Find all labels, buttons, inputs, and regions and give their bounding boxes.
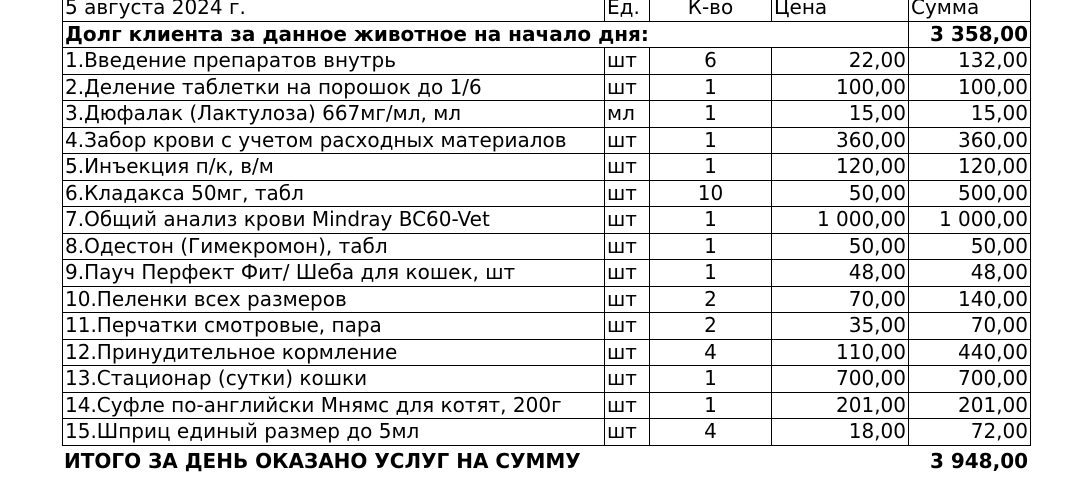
item-unit: шт: [605, 180, 650, 207]
item-price: 50,00: [772, 233, 909, 260]
debt-amount: 3 358,00: [909, 21, 1031, 48]
table-row: [63, 366, 1031, 393]
item-qty: 1: [650, 127, 772, 154]
total-table: [62, 446, 1030, 476]
item-qty: 1: [650, 101, 772, 128]
table-row: [63, 154, 1031, 181]
item-sum: 15,00: [909, 101, 1031, 128]
item-unit: шт: [605, 207, 650, 234]
header-sum: Сумма: [909, 0, 1031, 21]
table-header-row: [63, 0, 1031, 21]
item-sum: 700,00: [909, 366, 1031, 393]
header-qty: К-во: [650, 0, 772, 21]
item-unit: шт: [605, 154, 650, 181]
item-name: 11.Перчатки смотровые, пара: [63, 313, 605, 340]
table-row: [63, 260, 1031, 287]
total-row: [62, 446, 1030, 476]
item-unit: шт: [605, 392, 650, 419]
item-name: 6.Кладакса 50мг, табл: [63, 180, 605, 207]
table-row: [63, 233, 1031, 260]
debt-row: [63, 21, 1031, 48]
item-qty: 4: [650, 339, 772, 366]
item-price: 201,00: [772, 392, 909, 419]
item-qty: 4: [650, 419, 772, 446]
item-name: 12.Принудительное кормление: [63, 339, 605, 366]
item-sum: 360,00: [909, 127, 1031, 154]
item-qty: 2: [650, 313, 772, 340]
header-date: 5 августа 2024 г.: [63, 0, 605, 21]
item-qty: 6: [650, 48, 772, 75]
item-name: 5.Инъекция п/к, в/м: [63, 154, 605, 181]
item-unit: шт: [605, 74, 650, 101]
item-price: 120,00: [772, 154, 909, 181]
table-row: [63, 286, 1031, 313]
table-row: [63, 392, 1031, 419]
table-row: [63, 48, 1031, 75]
item-price: 1 000,00: [772, 207, 909, 234]
item-price: 700,00: [772, 366, 909, 393]
item-unit: шт: [605, 48, 650, 75]
item-unit: шт: [605, 339, 650, 366]
item-name: 8.Одестон (Гимекромон), табл: [63, 233, 605, 260]
item-name: 14.Суфле по-английски Мнямс для котят, 200г: [63, 392, 605, 419]
item-qty: 1: [650, 233, 772, 260]
item-unit: мл: [605, 101, 650, 128]
services-table: [62, 0, 1031, 446]
table-row: [63, 339, 1031, 366]
table-row: [63, 207, 1031, 234]
table-row: [63, 127, 1031, 154]
table-row: [63, 74, 1031, 101]
item-price: 100,00: [772, 74, 909, 101]
table-row: [63, 101, 1031, 128]
item-name: 3.Дюфалак (Лактулоза) 667мг/мл, мл: [63, 101, 605, 128]
item-qty: 10: [650, 180, 772, 207]
item-name: 10.Пеленки всех размеров: [63, 286, 605, 313]
item-name: 2.Деление таблетки на порошок до 1/6: [63, 74, 605, 101]
item-sum: 1 000,00: [909, 207, 1031, 234]
total-label: ИТОГО ЗА ДЕНЬ ОКАЗАНО УСЛУГ НА СУММУ: [64, 448, 581, 473]
item-qty: 1: [650, 392, 772, 419]
item-sum: 50,00: [909, 233, 1031, 260]
item-unit: шт: [605, 127, 650, 154]
item-qty: 1: [650, 260, 772, 287]
item-price: 50,00: [772, 180, 909, 207]
item-sum: 440,00: [909, 339, 1031, 366]
item-qty: 1: [650, 366, 772, 393]
item-unit: шт: [605, 313, 650, 340]
item-price: 70,00: [772, 286, 909, 313]
table-row: [63, 313, 1031, 340]
invoice-sheet: [62, 0, 1030, 476]
item-unit: шт: [605, 366, 650, 393]
item-unit: шт: [605, 233, 650, 260]
item-price: 35,00: [772, 313, 909, 340]
debt-label: Долг клиента за данное животное на начало дня:: [63, 21, 909, 48]
item-sum: 72,00: [909, 419, 1031, 446]
item-sum: 132,00: [909, 48, 1031, 75]
item-unit: шт: [605, 419, 650, 446]
item-sum: 100,00: [909, 74, 1031, 101]
item-price: 15,00: [772, 101, 909, 128]
item-qty: 2: [650, 286, 772, 313]
item-name: 1.Введение препаратов внутрь: [63, 48, 605, 75]
item-price: 110,00: [772, 339, 909, 366]
table-row: [63, 419, 1031, 446]
item-qty: 1: [650, 207, 772, 234]
item-name: 4.Забор крови с учетом расходных материалов: [63, 127, 605, 154]
item-name: 15.Шприц единый размер до 5мл: [63, 419, 605, 446]
item-name: 13.Стационар (сутки) кошки: [63, 366, 605, 393]
item-price: 48,00: [772, 260, 909, 287]
item-name: 7.Общий анализ крови Mindray BC60-Vet: [63, 207, 605, 234]
total-amount: 3 948,00: [929, 448, 1029, 473]
item-price: 22,00: [772, 48, 909, 75]
item-sum: 120,00: [909, 154, 1031, 181]
item-sum: 140,00: [909, 286, 1031, 313]
item-name: 9.Пауч Перфект Фит/ Шеба для кошек, шт: [63, 260, 605, 287]
table-row: [63, 180, 1031, 207]
item-price: 18,00: [772, 419, 909, 446]
header-unit: Ед.: [605, 0, 650, 21]
item-qty: 1: [650, 154, 772, 181]
item-sum: 48,00: [909, 260, 1031, 287]
item-price: 360,00: [772, 127, 909, 154]
item-sum: 201,00: [909, 392, 1031, 419]
item-qty: 1: [650, 74, 772, 101]
header-price: Цена: [772, 0, 909, 21]
item-sum: 500,00: [909, 180, 1031, 207]
item-unit: шт: [605, 260, 650, 287]
item-sum: 70,00: [909, 313, 1031, 340]
item-unit: шт: [605, 286, 650, 313]
